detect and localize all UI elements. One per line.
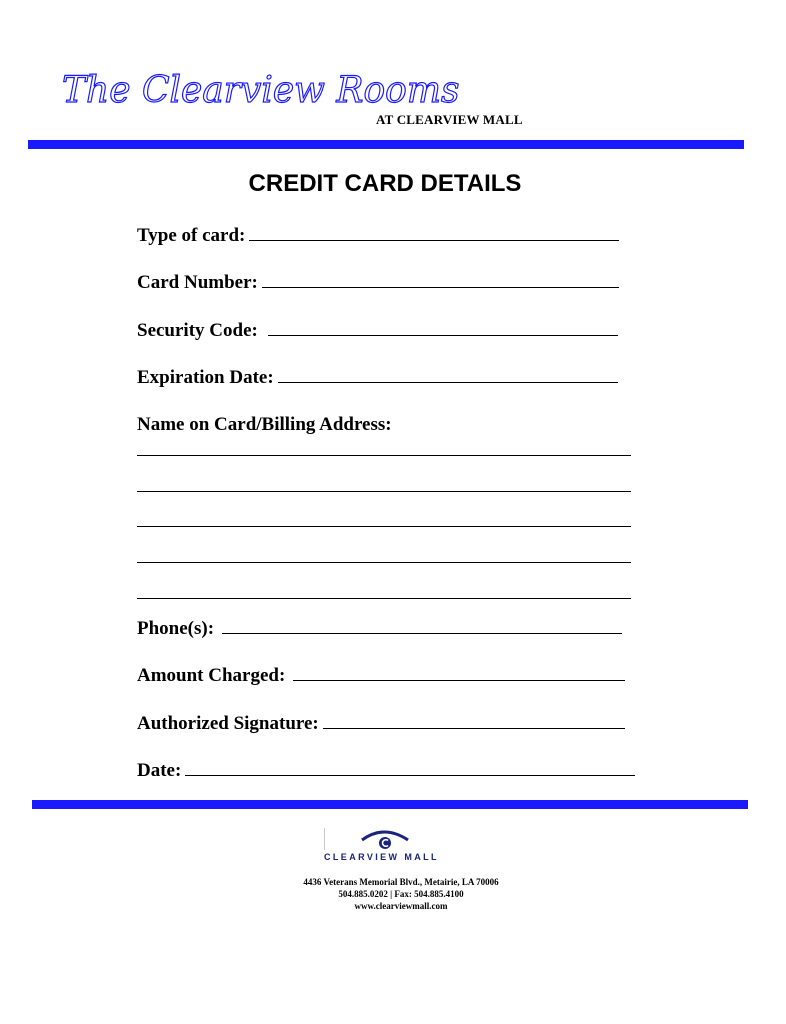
address-line: 4436 Veterans Memorial Blvd., Metairie, LA 70006 (303, 877, 499, 887)
card-number-line[interactable] (262, 271, 619, 288)
date-line[interactable] (185, 759, 635, 776)
name-billing-field (137, 414, 392, 436)
authorized-signature-field (137, 712, 625, 735)
name-billing-label: Name on Card/Billing Address: (137, 414, 392, 435)
type-of-card-label: Type of card: (137, 225, 246, 246)
phone-fax-line: 504.885.0202 | Fax: 504.885.4100 (338, 889, 464, 899)
expiration-date-line[interactable] (278, 366, 618, 383)
date-label: Date: (137, 760, 182, 781)
website-link[interactable]: www.clearviewmall.com (354, 901, 448, 911)
subtitle: AT CLEARVIEW MALL (376, 112, 523, 127)
billing-line-4[interactable] (137, 562, 631, 563)
security-code-field (137, 319, 618, 342)
date-field (137, 759, 635, 782)
type-of-card-field (137, 224, 619, 247)
billing-line-2[interactable] (137, 491, 631, 492)
card-number-label: Card Number: (137, 272, 258, 293)
footer-address (0, 876, 770, 912)
bottom-divider (32, 800, 748, 809)
type-of-card-line[interactable] (249, 224, 619, 241)
amount-charged-field (137, 664, 625, 687)
phones-field (137, 617, 622, 640)
security-code-line[interactable] (268, 319, 618, 336)
clearview-mall-wordmark: CLEARVIEW MALL (324, 852, 439, 862)
billing-line-1[interactable] (137, 455, 631, 456)
form-title: CREDIT CARD DETAILS (248, 170, 522, 197)
expiration-date-label: Expiration Date: (137, 367, 274, 388)
authorized-signature-label: Authorized Signature: (137, 713, 319, 734)
clearview-mall-logo (322, 826, 446, 866)
card-number-field (137, 271, 619, 294)
amount-charged-label: Amount Charged: (137, 665, 286, 686)
billing-line-5[interactable] (137, 598, 631, 599)
top-divider (28, 140, 744, 149)
expiration-date-field (137, 366, 618, 389)
clearview-rooms-logo (60, 62, 460, 120)
phones-line[interactable] (222, 617, 622, 634)
svg-text:The Clearview Rooms: The Clearview Rooms (62, 70, 460, 111)
security-code-label: Security Code: (137, 320, 258, 341)
billing-line-3[interactable] (137, 526, 631, 527)
phones-label: Phone(s): (137, 618, 215, 639)
authorized-signature-line[interactable] (323, 712, 625, 729)
amount-charged-line[interactable] (293, 664, 625, 681)
clearview-mall-c-icon (322, 826, 446, 852)
